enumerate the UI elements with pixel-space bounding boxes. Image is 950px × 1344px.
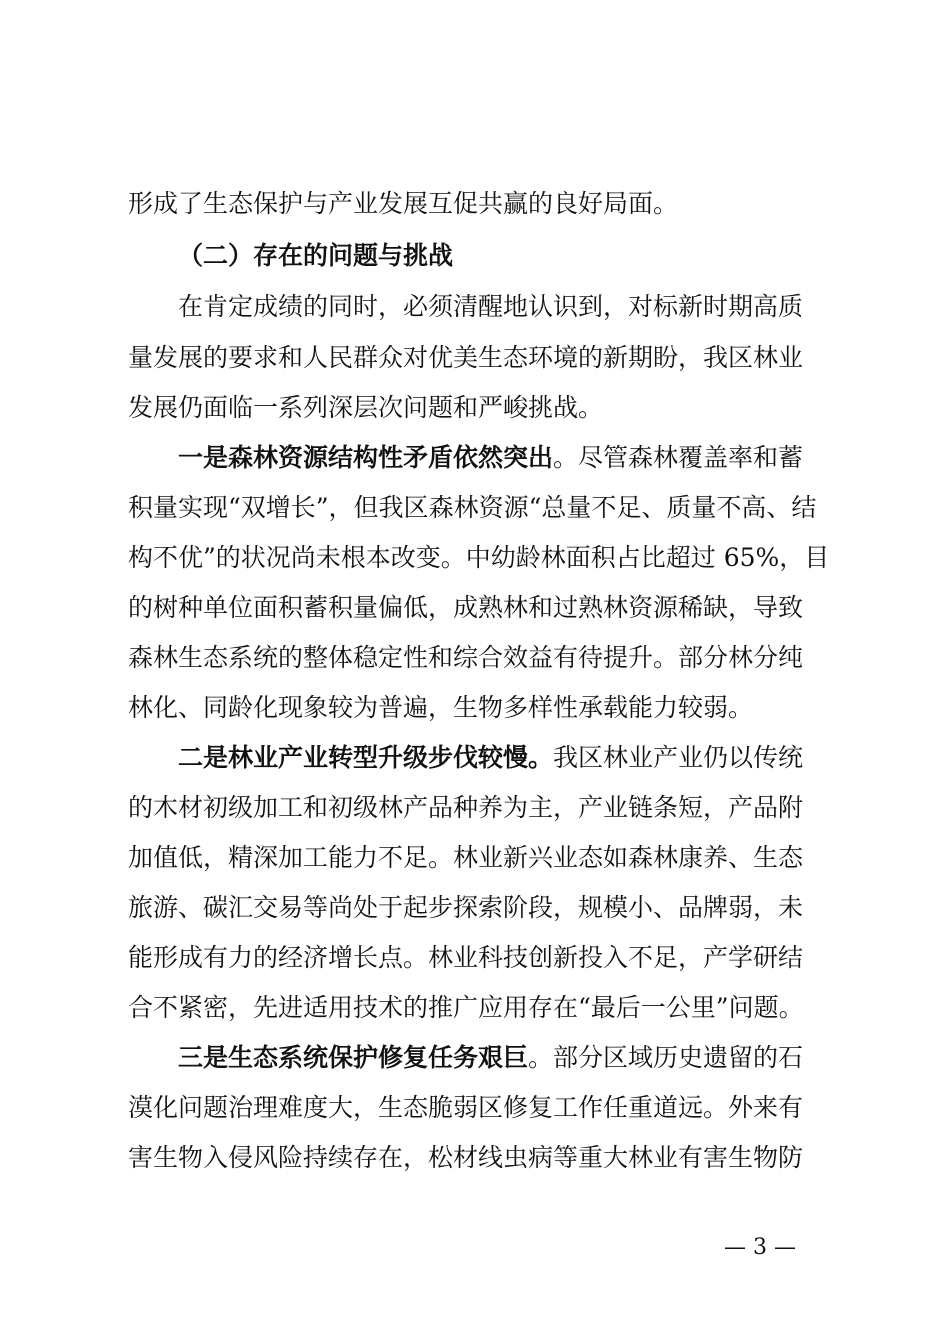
paragraph-lead: 三是生态系统保护修复任务艰巨	[178, 1043, 529, 1072]
paragraph-line	[0, 1136, 950, 1180]
paragraph-line	[0, 836, 950, 880]
page-number: — 3 —	[724, 1235, 796, 1260]
paragraph-line	[0, 336, 950, 380]
section-heading	[0, 234, 950, 278]
paragraph-text: 构不优”的状况尚未根本改变。中幼龄林面积占比超过 65%，目	[128, 543, 830, 572]
paragraph-text: 。部分区域历史遗留的石	[528, 1043, 804, 1072]
paragraph-text: 发展仍面临一系列深层次问题和严峻挑战。	[128, 393, 604, 422]
paragraph-text: 能形成有力的经济增长点。林业科技创新投入不足，产学研结	[128, 943, 804, 972]
paragraph-text: 旅游、碳汇交易等尚处于起步探索阶段，规模小、品牌弱，未	[128, 893, 804, 922]
paragraph-line	[0, 285, 950, 329]
paragraph-line	[0, 1036, 950, 1080]
paragraph-line	[0, 386, 950, 430]
paragraph-text: 漠化问题治理难度大，生态脆弱区修复工作任重道远。外来有	[128, 1093, 804, 1122]
section-heading-text: （二）存在的问题与挑战	[178, 241, 454, 270]
paragraph-line	[0, 1086, 950, 1130]
paragraph-text: 积量实现“双增长”，但我区森林资源“总量不足、质量不高、结	[128, 493, 817, 522]
paragraph-text: 我区林业产业仍以传统	[553, 743, 804, 772]
paragraph-text: 的木材初级加工和初级林产品种养为主，产业链条短，产品附	[128, 793, 804, 822]
paragraph-text: 林化、同龄化现象较为普遍，生物多样性承载能力较弱。	[128, 693, 754, 722]
paragraph-line	[0, 686, 950, 730]
paragraph-line	[0, 636, 950, 680]
paragraph-line	[0, 486, 950, 530]
paragraph-text: 。尽管森林覆盖率和蓄	[553, 443, 804, 472]
paragraph-line	[0, 936, 950, 980]
paragraph-line	[0, 986, 950, 1030]
paragraph-line	[0, 786, 950, 830]
paragraph-line	[0, 736, 950, 780]
paragraph-lead: 二是林业产业转型升级步伐较慢。	[178, 743, 554, 772]
paragraph-lead: 一是森林资源结构性矛盾依然突出	[178, 443, 554, 472]
paragraph-line	[0, 586, 950, 630]
text-line	[0, 182, 950, 226]
paragraph-line	[0, 436, 950, 480]
text-line-content: 形成了生态保护与产业发展互促共赢的良好局面。	[128, 189, 679, 218]
paragraph-text: 在肯定成绩的同时，必须清醒地认识到，对标新时期高质	[178, 292, 804, 321]
paragraph-text: 合不紧密，先进适用技术的推广应用存在“最后一公里”问题。	[128, 993, 804, 1022]
paragraph-text: 的树种单位面积蓄积量偏低，成熟林和过熟林资源稀缺，导致	[128, 593, 804, 622]
paragraph-text: 量发展的要求和人民群众对优美生态环境的新期盼，我区林业	[128, 343, 804, 372]
paragraph-line	[0, 886, 950, 930]
paragraph-line	[0, 536, 950, 580]
paragraph-text: 害生物入侵风险持续存在，松材线虫病等重大林业有害生物防	[128, 1143, 804, 1172]
paragraph-text: 森林生态系统的整体稳定性和综合效益有待提升。部分林分纯	[128, 643, 804, 672]
paragraph-text: 加值低，精深加工能力不足。林业新兴业态如森林康养、生态	[128, 843, 804, 872]
